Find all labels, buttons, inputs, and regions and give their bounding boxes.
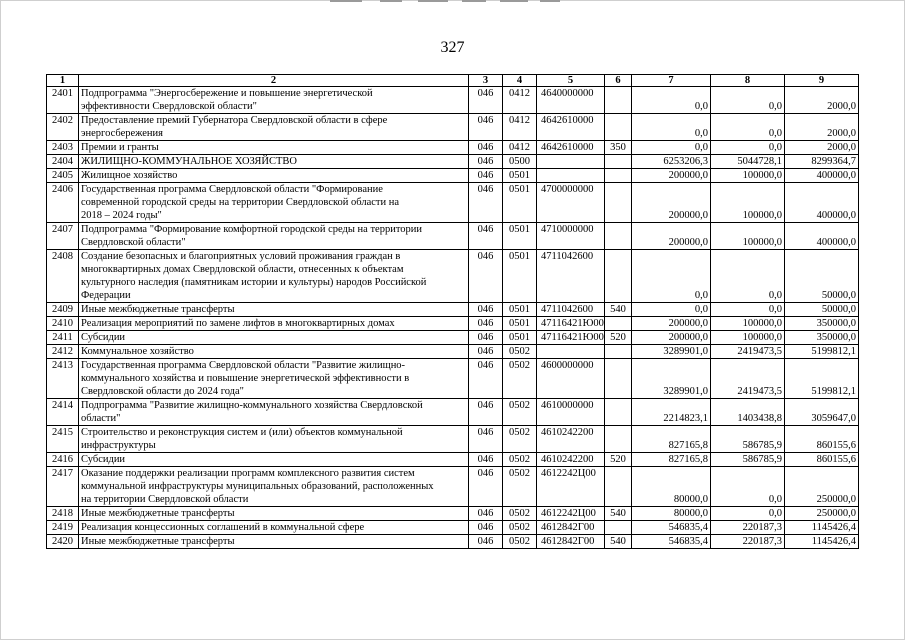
table-header-row bbox=[47, 75, 859, 87]
amount-col-7-cell: 0,0 bbox=[632, 87, 711, 114]
table-row bbox=[47, 183, 859, 223]
row-number-cell: 2409 bbox=[47, 303, 79, 317]
amount-col-8-cell: 0,0 bbox=[711, 303, 785, 317]
section-code-cell: 0502 bbox=[503, 467, 537, 507]
row-name-text: Государственная программа Свердловской области "Формирование современной городской среды на территории Свердловской области на 2018 – 2024 годы" bbox=[81, 184, 400, 221]
row-name-text: Иные межбюджетные трансферты bbox=[81, 304, 235, 315]
header-col-6: 6 bbox=[605, 75, 632, 87]
amount-col-8-cell: 0,0 bbox=[711, 87, 785, 114]
row-name-cell bbox=[79, 399, 469, 426]
row-number-cell: 2405 bbox=[47, 169, 79, 183]
amount-col-8-cell: 100000,0 bbox=[711, 183, 785, 223]
row-name-text: Государственная программа Свердловской области "Развитие жилищно- коммунального хозяйства и повышение энергетической эффективности в Свердловской области до 2024 года" bbox=[81, 360, 410, 397]
row-name-cell bbox=[79, 169, 469, 183]
header-col-8: 8 bbox=[711, 75, 785, 87]
row-number-cell: 2404 bbox=[47, 155, 79, 169]
amount-col-9-cell: 2000,0 bbox=[785, 141, 859, 155]
table-row bbox=[47, 359, 859, 399]
amount-col-9-cell: 3059647,0 bbox=[785, 399, 859, 426]
amount-col-8-cell: 220187,3 bbox=[711, 535, 785, 549]
row-name-text: Премии и гранты bbox=[81, 142, 159, 153]
ministry-code-cell: 046 bbox=[469, 169, 503, 183]
section-code-cell: 0501 bbox=[503, 303, 537, 317]
ministry-code-cell: 046 bbox=[469, 359, 503, 399]
header-col-4: 4 bbox=[503, 75, 537, 87]
amount-col-9-cell: 50000,0 bbox=[785, 250, 859, 303]
target-article-cell: 4610242200 bbox=[537, 426, 605, 453]
amount-col-8-cell: 0,0 bbox=[711, 467, 785, 507]
section-code-cell: 0502 bbox=[503, 426, 537, 453]
target-article-cell bbox=[537, 345, 605, 359]
amount-col-7-cell: 200000,0 bbox=[632, 169, 711, 183]
ministry-code-cell: 046 bbox=[469, 114, 503, 141]
row-name-cell bbox=[79, 114, 469, 141]
ministry-code-cell: 046 bbox=[469, 467, 503, 507]
row-name-cell bbox=[79, 303, 469, 317]
section-code-cell: 0501 bbox=[503, 317, 537, 331]
expense-type-cell: 520 bbox=[605, 453, 632, 467]
section-code-cell: 0412 bbox=[503, 87, 537, 114]
table-row bbox=[47, 535, 859, 549]
header-col-2: 2 bbox=[79, 75, 469, 87]
row-name-cell bbox=[79, 331, 469, 345]
ministry-code-cell: 046 bbox=[469, 345, 503, 359]
section-code-cell: 0502 bbox=[503, 507, 537, 521]
expense-type-cell: 540 bbox=[605, 303, 632, 317]
amount-col-9-cell: 5199812,1 bbox=[785, 359, 859, 399]
amount-col-8-cell: 100000,0 bbox=[711, 169, 785, 183]
target-article-cell: 4700000000 bbox=[537, 183, 605, 223]
row-name-cell bbox=[79, 141, 469, 155]
amount-col-7-cell: 2214823,1 bbox=[632, 399, 711, 426]
table-row bbox=[47, 399, 859, 426]
expense-type-cell bbox=[605, 467, 632, 507]
table-row bbox=[47, 467, 859, 507]
header-col-1: 1 bbox=[47, 75, 79, 87]
ministry-code-cell: 046 bbox=[469, 141, 503, 155]
table-row bbox=[47, 250, 859, 303]
amount-col-9-cell: 350000,0 bbox=[785, 331, 859, 345]
expense-type-cell bbox=[605, 521, 632, 535]
amount-col-7-cell: 200000,0 bbox=[632, 183, 711, 223]
amount-col-9-cell: 5199812,1 bbox=[785, 345, 859, 359]
table-row bbox=[47, 331, 859, 345]
target-article-cell bbox=[537, 155, 605, 169]
amount-col-7-cell: 0,0 bbox=[632, 303, 711, 317]
row-number-cell: 2420 bbox=[47, 535, 79, 549]
row-name-cell bbox=[79, 467, 469, 507]
amount-col-9-cell: 8299364,7 bbox=[785, 155, 859, 169]
amount-col-7-cell: 80000,0 bbox=[632, 507, 711, 521]
row-name-text: Реализация мероприятий по замене лифтов в многоквартирных домах bbox=[81, 318, 395, 329]
expense-type-cell bbox=[605, 223, 632, 250]
amount-col-8-cell: 100000,0 bbox=[711, 331, 785, 345]
expense-type-cell: 540 bbox=[605, 535, 632, 549]
section-code-cell: 0502 bbox=[503, 535, 537, 549]
amount-col-7-cell: 827165,8 bbox=[632, 453, 711, 467]
table-row bbox=[47, 303, 859, 317]
table-row bbox=[47, 114, 859, 141]
section-code-cell: 0502 bbox=[503, 453, 537, 467]
header-col-3: 3 bbox=[469, 75, 503, 87]
row-number-cell: 2413 bbox=[47, 359, 79, 399]
target-article-cell: 4711042600 bbox=[537, 303, 605, 317]
row-number-cell: 2402 bbox=[47, 114, 79, 141]
row-number-cell: 2415 bbox=[47, 426, 79, 453]
table-row bbox=[47, 521, 859, 535]
table-row bbox=[47, 453, 859, 467]
row-name-cell bbox=[79, 521, 469, 535]
target-article-cell: 47116421Ю00 bbox=[537, 331, 605, 345]
row-name-text: Иные межбюджетные трансферты bbox=[81, 508, 235, 519]
amount-col-8-cell: 220187,3 bbox=[711, 521, 785, 535]
amount-col-8-cell: 2419473,5 bbox=[711, 359, 785, 399]
amount-col-8-cell: 0,0 bbox=[711, 141, 785, 155]
row-name-text: Оказание поддержки реализации программ комплексного развития систем коммунальной инфраструктуры муниципальных образований, расположенных на территории Свердловской области bbox=[81, 468, 434, 505]
section-code-cell: 0501 bbox=[503, 169, 537, 183]
ministry-code-cell: 046 bbox=[469, 535, 503, 549]
header-col-5: 5 bbox=[537, 75, 605, 87]
target-article-cell: 4710000000 bbox=[537, 223, 605, 250]
amount-col-8-cell: 0,0 bbox=[711, 114, 785, 141]
expense-type-cell bbox=[605, 399, 632, 426]
ministry-code-cell: 046 bbox=[469, 317, 503, 331]
amount-col-7-cell: 0,0 bbox=[632, 250, 711, 303]
ministry-code-cell: 046 bbox=[469, 155, 503, 169]
row-number-cell: 2416 bbox=[47, 453, 79, 467]
ministry-code-cell: 046 bbox=[469, 453, 503, 467]
amount-col-7-cell: 6253206,3 bbox=[632, 155, 711, 169]
row-name-text: Субсидии bbox=[81, 332, 126, 343]
row-name-cell bbox=[79, 535, 469, 549]
row-number-cell: 2411 bbox=[47, 331, 79, 345]
amount-col-9-cell: 2000,0 bbox=[785, 114, 859, 141]
section-code-cell: 0500 bbox=[503, 155, 537, 169]
amount-col-8-cell: 1403438,8 bbox=[711, 399, 785, 426]
row-name-text: Жилищное хозяйство bbox=[81, 170, 178, 181]
row-number-cell: 2408 bbox=[47, 250, 79, 303]
amount-col-9-cell: 400000,0 bbox=[785, 183, 859, 223]
target-article-cell: 4612842Г00 bbox=[537, 521, 605, 535]
amount-col-8-cell: 100000,0 bbox=[711, 223, 785, 250]
amount-col-8-cell: 586785,9 bbox=[711, 426, 785, 453]
row-name-cell bbox=[79, 359, 469, 399]
amount-col-7-cell: 546835,4 bbox=[632, 521, 711, 535]
section-code-cell: 0501 bbox=[503, 223, 537, 250]
row-name-cell bbox=[79, 426, 469, 453]
row-name-cell bbox=[79, 87, 469, 114]
table-row bbox=[47, 317, 859, 331]
row-number-cell: 2410 bbox=[47, 317, 79, 331]
amount-col-9-cell: 400000,0 bbox=[785, 169, 859, 183]
row-name-text: Подпрограмма "Формирование комфортной городской среды на территории Свердловской области" bbox=[81, 224, 423, 248]
expense-type-cell bbox=[605, 87, 632, 114]
row-name-cell bbox=[79, 183, 469, 223]
target-article-cell: 4610242200 bbox=[537, 453, 605, 467]
amount-col-9-cell: 350000,0 bbox=[785, 317, 859, 331]
ministry-code-cell: 046 bbox=[469, 87, 503, 114]
table-row bbox=[47, 169, 859, 183]
expense-type-cell bbox=[605, 183, 632, 223]
target-article-cell: 4711042600 bbox=[537, 250, 605, 303]
amount-col-7-cell: 546835,4 bbox=[632, 535, 711, 549]
row-name-cell bbox=[79, 317, 469, 331]
expense-type-cell: 540 bbox=[605, 507, 632, 521]
amount-col-7-cell: 200000,0 bbox=[632, 223, 711, 250]
row-name-text: Подпрограмма "Энергосбережение и повышение энергетической эффективности Свердловской области" bbox=[81, 88, 373, 112]
target-article-cell: 4642610000 bbox=[537, 141, 605, 155]
target-article-cell bbox=[537, 169, 605, 183]
target-article-cell: 4612842Г00 bbox=[537, 535, 605, 549]
ministry-code-cell: 046 bbox=[469, 521, 503, 535]
target-article-cell: 4610000000 bbox=[537, 399, 605, 426]
expense-type-cell bbox=[605, 426, 632, 453]
section-code-cell: 0501 bbox=[503, 183, 537, 223]
ministry-code-cell: 046 bbox=[469, 426, 503, 453]
section-code-cell: 0502 bbox=[503, 345, 537, 359]
ministry-code-cell: 046 bbox=[469, 303, 503, 317]
table-row bbox=[47, 141, 859, 155]
amount-col-8-cell: 0,0 bbox=[711, 250, 785, 303]
amount-col-8-cell: 586785,9 bbox=[711, 453, 785, 467]
row-name-text: Строительство и реконструкция систем и (или) объектов коммунальной инфраструктуры bbox=[81, 427, 403, 451]
amount-col-9-cell: 860155,6 bbox=[785, 453, 859, 467]
row-number-cell: 2401 bbox=[47, 87, 79, 114]
amount-col-7-cell: 200000,0 bbox=[632, 331, 711, 345]
ministry-code-cell: 046 bbox=[469, 331, 503, 345]
section-code-cell: 0502 bbox=[503, 399, 537, 426]
row-name-text: Предоставление премий Губернатора Свердловской области в сфере энергосбережения bbox=[81, 115, 388, 139]
amount-col-9-cell: 2000,0 bbox=[785, 87, 859, 114]
row-number-cell: 2412 bbox=[47, 345, 79, 359]
row-name-cell bbox=[79, 155, 469, 169]
amount-col-9-cell: 50000,0 bbox=[785, 303, 859, 317]
table-row bbox=[47, 87, 859, 114]
row-name-text: Создание безопасных и благоприятных условий проживания граждан в многоквартирных домах Свердловской области, отнесенных к объектам культурного наследия (памятникам истории и культуры) народов Российской Федерации bbox=[81, 251, 427, 301]
amount-col-9-cell: 1145426,4 bbox=[785, 535, 859, 549]
amount-col-8-cell: 0,0 bbox=[711, 507, 785, 521]
amount-col-9-cell: 250000,0 bbox=[785, 507, 859, 521]
amount-col-7-cell: 3289901,0 bbox=[632, 359, 711, 399]
target-article-cell: 47116421Ю00 bbox=[537, 317, 605, 331]
table-row bbox=[47, 426, 859, 453]
amount-col-8-cell: 100000,0 bbox=[711, 317, 785, 331]
row-number-cell: 2419 bbox=[47, 521, 79, 535]
row-name-text: ЖИЛИЩНО-КОММУНАЛЬНОЕ ХОЗЯЙСТВО bbox=[81, 156, 297, 167]
row-number-cell: 2406 bbox=[47, 183, 79, 223]
expense-type-cell bbox=[605, 250, 632, 303]
expense-type-cell bbox=[605, 169, 632, 183]
target-article-cell: 4642610000 bbox=[537, 114, 605, 141]
page-number: 327 bbox=[440, 39, 465, 56]
expense-type-cell bbox=[605, 114, 632, 141]
section-code-cell: 0502 bbox=[503, 521, 537, 535]
amount-col-8-cell: 2419473,5 bbox=[711, 345, 785, 359]
row-number-cell: 2418 bbox=[47, 507, 79, 521]
row-name-text: Реализация концессионных соглашений в коммунальной сфере bbox=[81, 522, 365, 533]
amount-col-7-cell: 827165,8 bbox=[632, 426, 711, 453]
amount-col-9-cell: 1145426,4 bbox=[785, 521, 859, 535]
row-name-cell bbox=[79, 507, 469, 521]
target-article-cell: 4640000000 bbox=[537, 87, 605, 114]
row-name-text: Субсидии bbox=[81, 454, 126, 465]
amount-col-7-cell: 0,0 bbox=[632, 141, 711, 155]
amount-col-8-cell: 5044728,1 bbox=[711, 155, 785, 169]
scan-top-marks bbox=[0, 0, 905, 4]
amount-col-7-cell: 3289901,0 bbox=[632, 345, 711, 359]
row-number-cell: 2403 bbox=[47, 141, 79, 155]
target-article-cell: 4612242Ц00 bbox=[537, 467, 605, 507]
expense-type-cell bbox=[605, 359, 632, 399]
expense-type-cell bbox=[605, 155, 632, 169]
header-col-9: 9 bbox=[785, 75, 859, 87]
section-code-cell: 0412 bbox=[503, 141, 537, 155]
row-number-cell: 2407 bbox=[47, 223, 79, 250]
table-row bbox=[47, 507, 859, 521]
ministry-code-cell: 046 bbox=[469, 399, 503, 426]
section-code-cell: 0501 bbox=[503, 331, 537, 345]
row-name-text: Подпрограмма "Развитие жилищно-коммунального хозяйства Свердловской области" bbox=[81, 400, 423, 424]
row-name-cell bbox=[79, 345, 469, 359]
target-article-cell: 4600000000 bbox=[537, 359, 605, 399]
row-name-text: Коммунальное хозяйство bbox=[81, 346, 194, 357]
row-name-text: Иные межбюджетные трансферты bbox=[81, 536, 235, 547]
row-number-cell: 2414 bbox=[47, 399, 79, 426]
budget-table bbox=[46, 74, 859, 549]
amount-col-9-cell: 400000,0 bbox=[785, 223, 859, 250]
expense-type-cell: 520 bbox=[605, 331, 632, 345]
amount-col-7-cell: 200000,0 bbox=[632, 317, 711, 331]
target-article-cell: 4612242Ц00 bbox=[537, 507, 605, 521]
section-code-cell: 0412 bbox=[503, 114, 537, 141]
row-name-cell bbox=[79, 250, 469, 303]
ministry-code-cell: 046 bbox=[469, 223, 503, 250]
table-body bbox=[47, 87, 859, 549]
header-col-7: 7 bbox=[632, 75, 711, 87]
expense-type-cell bbox=[605, 345, 632, 359]
ministry-code-cell: 046 bbox=[469, 507, 503, 521]
table-row bbox=[47, 345, 859, 359]
row-name-cell bbox=[79, 453, 469, 467]
expense-type-cell: 350 bbox=[605, 141, 632, 155]
expense-type-cell bbox=[605, 317, 632, 331]
table-row bbox=[47, 155, 859, 169]
amount-col-9-cell: 860155,6 bbox=[785, 426, 859, 453]
amount-col-7-cell: 0,0 bbox=[632, 114, 711, 141]
table-row bbox=[47, 223, 859, 250]
row-number-cell: 2417 bbox=[47, 467, 79, 507]
section-code-cell: 0502 bbox=[503, 359, 537, 399]
row-name-cell bbox=[79, 223, 469, 250]
amount-col-7-cell: 80000,0 bbox=[632, 467, 711, 507]
amount-col-9-cell: 250000,0 bbox=[785, 467, 859, 507]
ministry-code-cell: 046 bbox=[469, 183, 503, 223]
ministry-code-cell: 046 bbox=[469, 250, 503, 303]
section-code-cell: 0501 bbox=[503, 250, 537, 303]
